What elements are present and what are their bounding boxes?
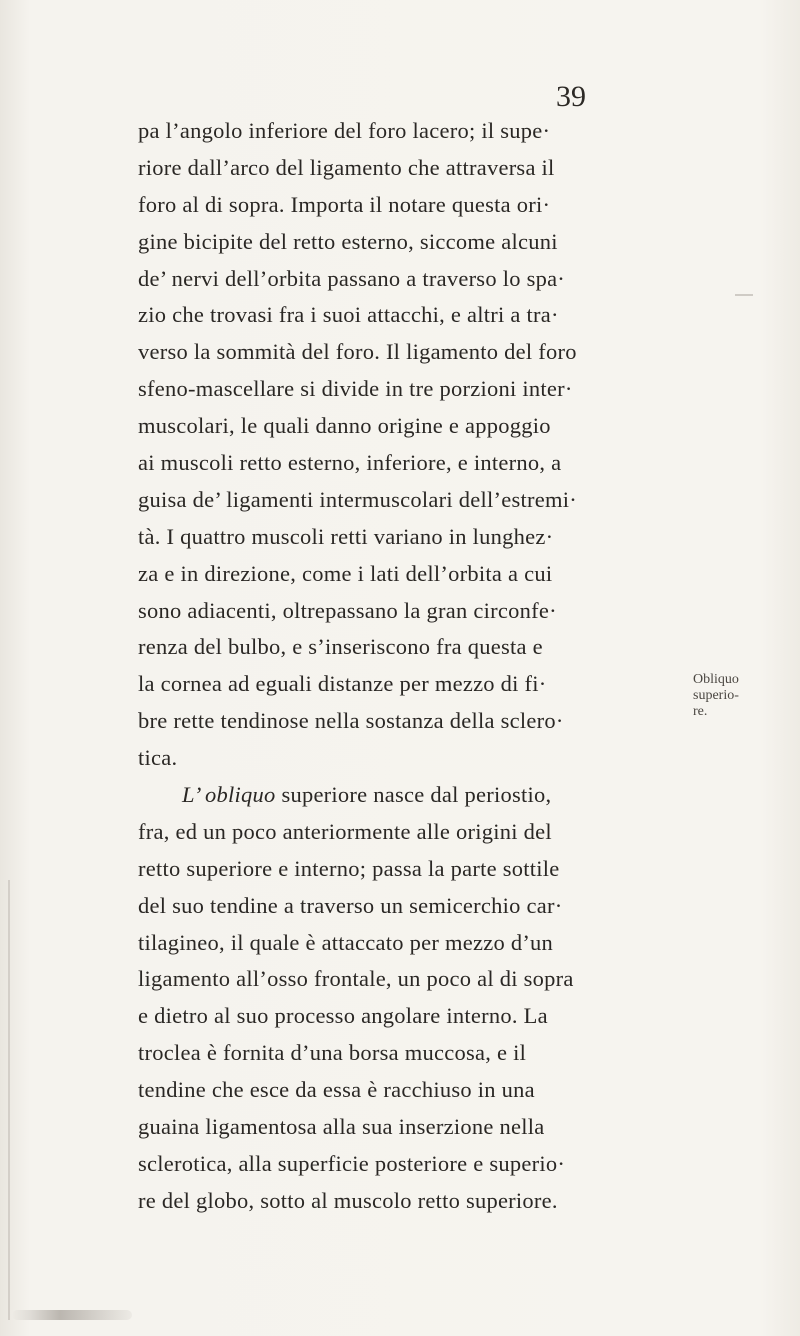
margin-note xyxy=(693,672,739,720)
text-line: zio che trovasi fra i suoi attacchi, e altri a tra· xyxy=(138,302,559,328)
text-line: e dietro al suo processo angolare interno. La xyxy=(138,1003,548,1029)
text-line: re del globo, sotto al muscolo retto superiore. xyxy=(138,1187,558,1213)
text-line: riore dall’arco del ligamento che attraversa il xyxy=(138,154,555,180)
page-edge-shadow xyxy=(8,880,10,1320)
text-line: ligamento all’osso frontale, un poco al di sopra xyxy=(138,966,574,992)
text-line: troclea è fornita d’una borsa muccosa, e il xyxy=(138,1040,527,1066)
margin-note-line: Obliquo xyxy=(693,672,739,687)
text-line: renza del bulbo, e s’inseriscono fra questa e xyxy=(138,634,543,660)
ink-smudge xyxy=(12,1310,132,1320)
text-line: bre rette tendinose nella sostanza della sclero· xyxy=(138,708,564,734)
paragraph-2-first-line xyxy=(138,777,678,814)
margin-note-line: re. xyxy=(693,704,708,719)
text-line: retto superiore e interno; passa la parte sottile xyxy=(138,855,560,881)
text-line: za e in direzione, come i lati dell’orbita a cui xyxy=(138,560,553,586)
text-line: fra, ed un poco anteriormente alle origini del xyxy=(138,818,552,844)
body-text xyxy=(138,113,678,1220)
text-line: tica. xyxy=(138,745,178,771)
text-line: foro al di sopra. Importa il notare questa ori· xyxy=(138,191,551,217)
section-heading-italic: L’ obliquo xyxy=(182,782,276,808)
text-span: superiore nasce dal periostio, xyxy=(275,782,552,808)
text-line: pa l’angolo inferiore del foro lacero; il supe· xyxy=(138,118,551,143)
text-line: tilagineo, il quale è attaccato per mezzo d’un xyxy=(138,929,554,955)
text-line: tà. I quattro muscoli retti variano in lunghez· xyxy=(138,523,554,549)
text-line: ai muscoli retto esterno, inferiore, e interno, a xyxy=(138,450,562,476)
text-line: gine bicipite del retto esterno, siccome alcuni xyxy=(138,228,558,254)
page-number: 39 xyxy=(556,80,586,113)
text-line: verso la sommità del foro. Il ligamento del foro xyxy=(138,339,577,365)
text-line: sono adiacenti, oltrepassano la gran circonfe· xyxy=(138,597,557,623)
margin-dash-mark xyxy=(735,294,753,296)
margin-note-line: superio- xyxy=(693,688,739,703)
text-line: muscolari, le quali danno origine e appoggio xyxy=(138,413,551,439)
text-line: del suo tendine a traverso un semicerchio car· xyxy=(138,892,563,918)
text-line: guaina ligamentosa alla sua inserzione nella xyxy=(138,1114,545,1140)
text-line: sfeno-mascellare si divide in tre porzioni inter· xyxy=(138,376,573,402)
text-line: sclerotica, alla superficie posteriore e superio· xyxy=(138,1150,566,1176)
text-line: guisa de’ ligamenti intermuscolari dell’estremi· xyxy=(138,486,577,512)
text-line: la cornea ad eguali distanze per mezzo di fi· xyxy=(138,671,547,697)
text-line: de’ nervi dell’orbita passano a traverso lo spa· xyxy=(138,265,566,291)
text-line: tendine che esce da essa è racchiuso in una xyxy=(138,1077,535,1103)
